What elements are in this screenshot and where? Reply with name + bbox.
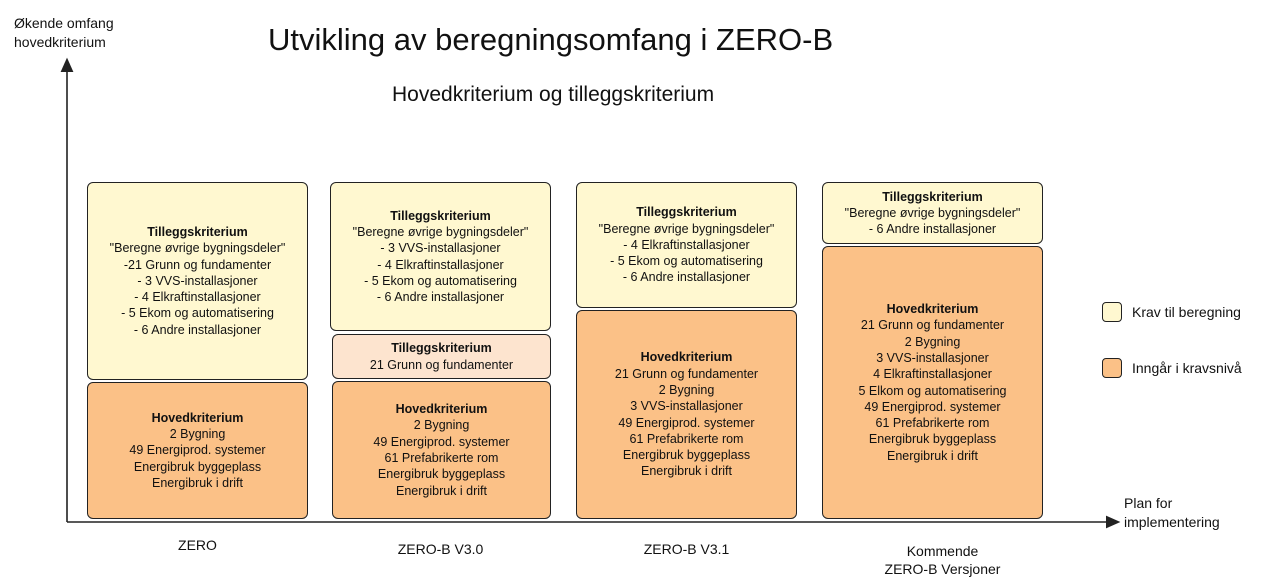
box-line: Energibruk i drift [395, 483, 487, 498]
box-line: - 6 Andre installasjoner [868, 222, 997, 237]
x-axis-label-line: Plan for [1124, 495, 1173, 511]
v30-tilleggskriterium-box [330, 182, 551, 331]
legend-label: Krav til beregning [1132, 304, 1241, 320]
box-line: 4 Elkraftinstallasjoner [873, 367, 992, 382]
box-line: 3 VVS-installasjoner [876, 350, 989, 365]
box-line: 61 Prefabrikerte rom [384, 451, 499, 465]
box-line: "Beregne øvrige bygningsdeler" [352, 224, 529, 239]
legend-item-krav [1102, 302, 1241, 322]
box-line: - 3 VVS-installasjoner [380, 241, 501, 256]
column-label-v31 [576, 540, 797, 558]
column-label-line: ZERO-B V3.1 [643, 541, 730, 557]
kommende-tilleggskriterium-box [822, 182, 1043, 244]
legend-item-inngar [1102, 358, 1242, 378]
box-line: 2 Bygning [413, 418, 470, 433]
box-heading: Hovedkriterium [640, 350, 733, 365]
column-label-line: ZERO-B Versjoner [884, 561, 1001, 577]
box-line: 49 Energiprod. systemer [129, 443, 266, 458]
v30-hovedkriterium-box [332, 381, 551, 519]
box-line: 61 Prefabrikerte rom [875, 416, 990, 431]
column-label-line: Kommende [906, 543, 979, 559]
box-line: - 5 Ekom og automatisering [364, 273, 517, 288]
column-label-zero [87, 536, 308, 554]
y-axis-label-line: Økende omfang [14, 15, 114, 31]
box-line: Energibruk i drift [886, 448, 978, 463]
box-line: 2 Bygning [169, 427, 226, 442]
x-axis-label-line: implementering [1124, 514, 1220, 530]
column-label-line: ZERO [178, 537, 217, 553]
box-line: - 6 Andre installasjoner [133, 322, 262, 337]
legend-swatch-orange [1102, 358, 1122, 378]
diagram-title: Utvikling av beregningsomfang i ZERO-B [268, 22, 834, 57]
box-heading: Hovedkriterium [886, 302, 979, 317]
box-line: Energibruk byggeplass [133, 459, 262, 474]
box-line: - 4 Elkraftinstallasjoner [623, 237, 750, 252]
v31-hovedkriterium-box [576, 310, 797, 519]
box-line: Energibruk byggeplass [622, 448, 751, 463]
box-line: 2 Bygning [904, 334, 961, 349]
box-heading: Tilleggskriterium [147, 224, 248, 239]
box-line: 49 Energiprod. systemer [864, 399, 1001, 414]
column-label-line: ZERO-B V3.0 [397, 541, 484, 557]
box-line: 21 Grunn og fundamenter [369, 357, 514, 372]
y-axis-label-line: hovedkriterium [14, 34, 106, 50]
box-heading: Tilleggskriterium [636, 205, 737, 220]
zero-hovedkriterium-box [87, 382, 308, 519]
box-line: - 4 Elkraftinstallasjoner [377, 257, 504, 272]
box-heading: Hovedkriterium [151, 410, 244, 425]
box-line: -21 Grunn og fundamenter [123, 257, 272, 272]
box-heading: Tilleggskriterium [390, 208, 491, 223]
box-heading: Tilleggskriterium [882, 189, 983, 204]
box-line: 21 Grunn og fundamenter [614, 366, 759, 381]
kommende-hovedkriterium-box [822, 246, 1043, 519]
box-line: Energibruk i drift [151, 475, 243, 490]
v31-tilleggskriterium-box [576, 182, 797, 308]
diagram-subtitle: Hovedkriterium og tilleggskriterium [392, 83, 715, 106]
box-line: - 6 Andre installasjoner [376, 290, 505, 305]
box-line: "Beregne øvrige bygningsdeler" [598, 221, 775, 236]
zero-tilleggskriterium-box [87, 182, 308, 380]
box-line: "Beregne øvrige bygningsdeler" [844, 205, 1021, 220]
box-line: - 5 Ekom og automatisering [121, 306, 274, 321]
box-heading: Tilleggskriterium [391, 341, 492, 356]
box-line: - 6 Andre installasjoner [622, 270, 751, 285]
box-heading: Hovedkriterium [395, 402, 488, 417]
legend-swatch-yellow [1102, 302, 1122, 322]
x-axis-label [1124, 494, 1220, 532]
box-line: - 4 Elkraftinstallasjoner [134, 290, 261, 305]
box-line: "Beregne øvrige bygningsdeler" [109, 241, 286, 256]
legend-label: Inngår i kravsnivå [1132, 360, 1242, 376]
v30-tilleggskriterium-grunn-box [332, 334, 551, 379]
box-line: 21 Grunn og fundamenter [860, 318, 1005, 333]
box-line: Energibruk byggeplass [868, 432, 997, 447]
box-line: 2 Bygning [658, 382, 715, 397]
column-label-kommende [822, 542, 1063, 578]
y-axis-label [14, 14, 114, 52]
box-line: 5 Elkom og automatisering [858, 383, 1007, 398]
box-line: 3 VVS-installasjoner [630, 399, 743, 414]
box-line: 49 Energiprod. systemer [618, 415, 755, 430]
box-line: 61 Prefabrikerte rom [629, 431, 744, 446]
column-label-v30 [330, 540, 551, 558]
box-line: 49 Energiprod. systemer [373, 434, 510, 449]
box-line: Energibruk byggeplass [377, 467, 506, 482]
box-line: - 3 VVS-installasjoner [137, 273, 258, 288]
box-line: - 5 Ekom og automatisering [610, 254, 763, 269]
box-line: Energibruk i drift [640, 464, 732, 479]
